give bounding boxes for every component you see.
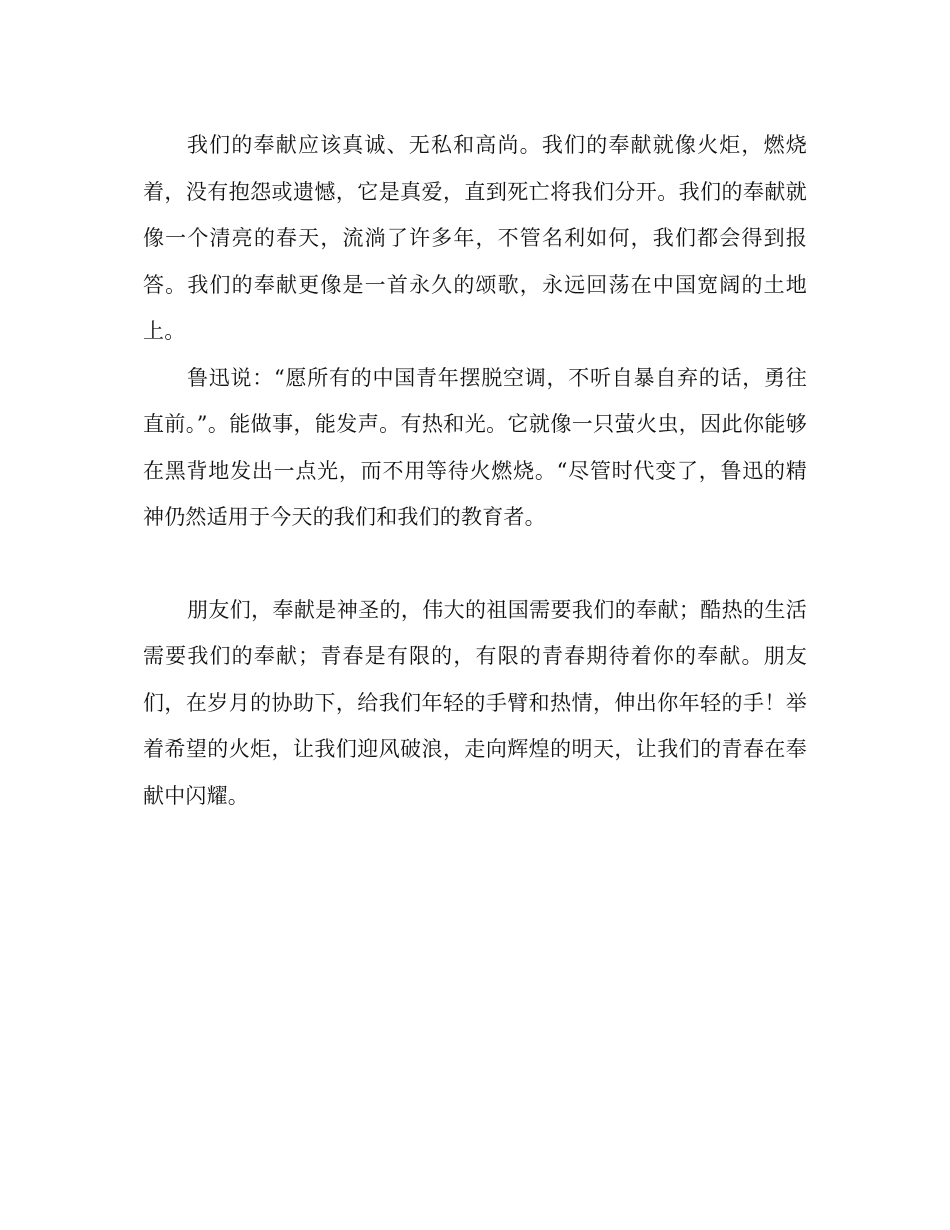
paragraph-spacer bbox=[143, 541, 807, 587]
paragraph-conclusion: 朋友们，奉献是神圣的，伟大的祖国需要我们的奉献；酷热的生活需要我们的奉献；青春是有限的，有限的青春期待着你的奉献。朋友们，在岁月的协助下，给我们年轻的手臂和热情，伸出你年轻的手！举着希望的火炬，让我们迎风破浪，走向辉煌的明天，让我们的青春在奉献中闪耀。 bbox=[143, 597, 807, 808]
paragraph-luxun-quote: 鲁迅说：“愿所有的中国青年摆脱空调，不听自暴自弃的话，勇往直前。”。能做事，能发声。有热和光。它就像一只萤火虫，因此你能够在黑背地发出一点光，而不用等待火燃烧。“尽管时代变了，鲁迅的精神仍然适用于今天的我们和我们的教育者。 bbox=[143, 365, 807, 529]
paragraph-dedication: 我们的奉献应该真诚、无私和高尚。我们的奉献就像火炬，燃烧着，没有抱怨或遗憾，它是真爱，直到死亡将我们分开。我们的奉献就像一个清亮的春天，流淌了许多年，不管名利如何，我们都会得到报答。我们的奉献更像是一首永久的颂歌，永远回荡在中国宽阔的土地上。 bbox=[143, 133, 807, 343]
document-body bbox=[143, 122, 807, 819]
